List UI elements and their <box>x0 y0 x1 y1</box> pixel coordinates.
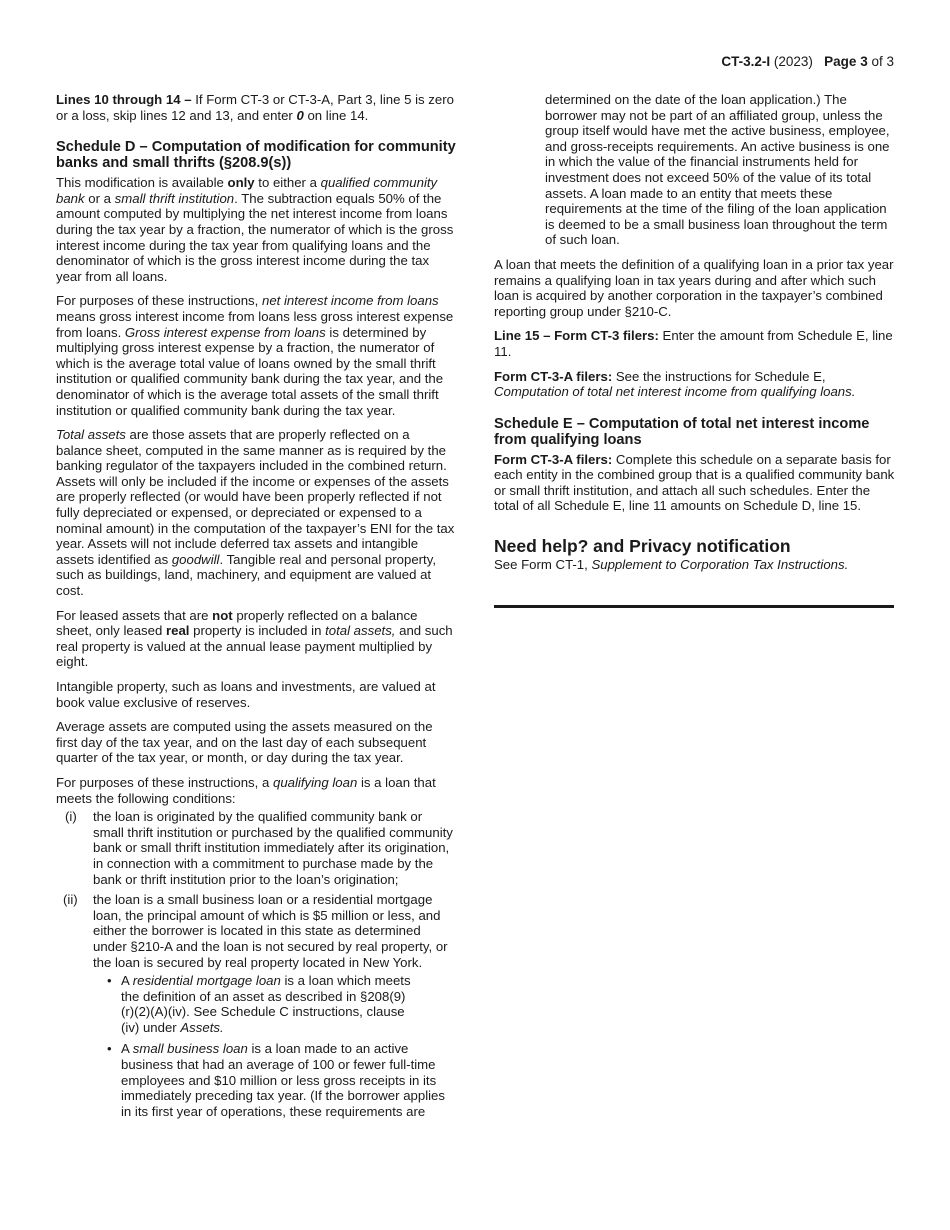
leased-assets-paragraph: For leased assets that are not properly reflected on a balance sheet, only leased real property is included in total assets, and such real property is valued at the annual lease payment multiplied by eight. <box>56 607 453 670</box>
bullet-icon: • <box>107 973 112 989</box>
need-help-heading: Need help? and Privacy notification <box>494 536 791 557</box>
bullet-residential-mortgage: • A residential mortgage loan is a loan which meets the definition of an asset as described in §208(9)(r)(2)(A)(iv). See Schedule C instructions, clause (iv) under Assets. <box>107 973 411 1035</box>
right-column <box>494 92 895 608</box>
form-year: (2023) <box>773 54 813 69</box>
prior-year-paragraph: A loan that meets the definition of a qualifying loan in a prior tax year remains a qualifying loan in tax years during and after which such loan is acquired by another corporation in the taxpayer’s combined reporting group under §210-C. <box>494 256 894 319</box>
total-assets-paragraph: Total assets are those assets that are properly reflected on a balance sheet, computed in the same manner as is required by the banking regulator of the taxpayers included in the combined return. Assets will only be included if the income or expenses of the assets are properly reflected (or would have been properly reflected if not fully depreciated or expensed, or depreciated or expensed to a nominal amount) in the computation of the taxpayer’s ENI for the tax year. Assets will not include deferred tax assets and intangible assets identified as goodwill. Tangible real and personal property, such as buildings, land, machinery, and equipment are valued at cost. <box>56 427 455 599</box>
bullet-icon: • <box>107 1041 112 1057</box>
condition-number: (i) <box>65 809 77 825</box>
page-label: Page 3 <box>824 54 868 69</box>
need-help-paragraph: See Form CT-1, Supplement to Corporation Tax Instructions. <box>494 557 849 573</box>
net-interest-paragraph: For purposes of these instructions, net interest income from loans means gross interest income from loans less gross interest expense from loans. Gross interest expense from loans is determined by multiplying gross interest expense by a fraction, the numerator of which is the average total value of loans owned by the small thrift institution or qualified community bank during the tax year, and the denominator of which is the average total assets of the small thrift institution or qualified community bank during the tax year. <box>56 293 454 418</box>
modification-paragraph: This modification is available only to either a qualified community bank or a small thrift institution. The subtraction equals 50% of the amount computed by multiplying the net interest income from loans during the tax year by a fraction, the numerator of which is the gross interest income during the tax year from qualifying loans and the denominator of which is the gross interest income during the tax year from all loans. <box>56 175 454 284</box>
form-id: CT-3.2-I <box>721 54 771 69</box>
line-15-paragraph: Line 15 – Form CT-3 filers: Enter the amount from Schedule E, line 11. <box>494 328 893 359</box>
intangible-paragraph: Intangible property, such as loans and investments, are valued at book value exclusive of reserves. <box>56 679 436 710</box>
lines-10-14-label: Lines 10 through 14 – <box>56 92 192 107</box>
left-column <box>56 92 456 1119</box>
qualifying-loan-paragraph: For purposes of these instructions, a qualifying loan is a loan that meets the following conditions: <box>56 774 436 806</box>
average-assets-paragraph: Average assets are computed using the assets measured on the first day of the tax year, and on the last day of each subsequent quarter of the tax year, or month, or day during the tax year. <box>56 719 433 766</box>
small-business-continuation: determined on the date of the loan application.) The borrower may not be part of an affiliated group, unless the group itself would have met the active business, employee, and gross-receipts requirements. An active business is one in which the value of the financial instruments held for investment does not exceed 50% of the value of its total assets. A loan made to an entity that meets these requirements at the time of the filing of the loan application is deemed to be a small business loan throughout the term of such loan. <box>545 92 890 248</box>
schedule-e-heading: Schedule E – Computation of total net interest income from qualifying loans <box>494 415 870 448</box>
condition-item-i: (i) the loan is originated by the qualified community bank or small thrift institution or purchased by the qualified community bank or small thrift institution immediately after its origination, in connection with a commitment to purchase made by the bank or thrift institution prior to the loan’s origination; <box>65 809 453 887</box>
loan-definitions <box>56 973 456 1119</box>
lines-10-14-paragraph: Lines 10 through 14 – If Form CT-3 or CT-3-A, Part 3, line 5 is zero or a loss, skip lines 12 and 13, and enter 0 on line 14. <box>56 92 454 123</box>
condition-item-ii: (ii) the loan is a small business loan or a residential mortgage loan, the principal amount of which is $5 million or less, and either the borrower is located in this state as determined under §210-A and the loan is not secured by real property, or the loan is secured by real property located in New York. <box>63 892 448 970</box>
page-of: of 3 <box>871 54 894 69</box>
bullet-small-business: • A small business loan is a loan made to an active business that had an average of 100 or fewer full-time employees and $10 million or less gross receipts in its immediately preceding tax year. (If the borrower applies in its first year of operations, these requirements are <box>107 1041 445 1119</box>
schedule-d-heading: Schedule D – Computation of modification for community banks and small thrifts (§208.9(s)) <box>56 139 456 172</box>
page-header <box>721 54 894 70</box>
end-rule <box>494 605 894 608</box>
schedule-e-paragraph: Form CT-3-A filers: Complete this schedule on a separate basis for each entity in the combined group that is a qualified community bank or small thrift institution, and attach all such schedules. Enter the total of all Schedule E, line 11 amounts on Schedule D, line 15. <box>494 451 895 514</box>
condition-number: (ii) <box>63 892 78 908</box>
ct3a-filers-paragraph: Form CT-3-A filers: See the instructions for Schedule E, Computation of total net interest income from qualifying loans. <box>494 368 856 400</box>
